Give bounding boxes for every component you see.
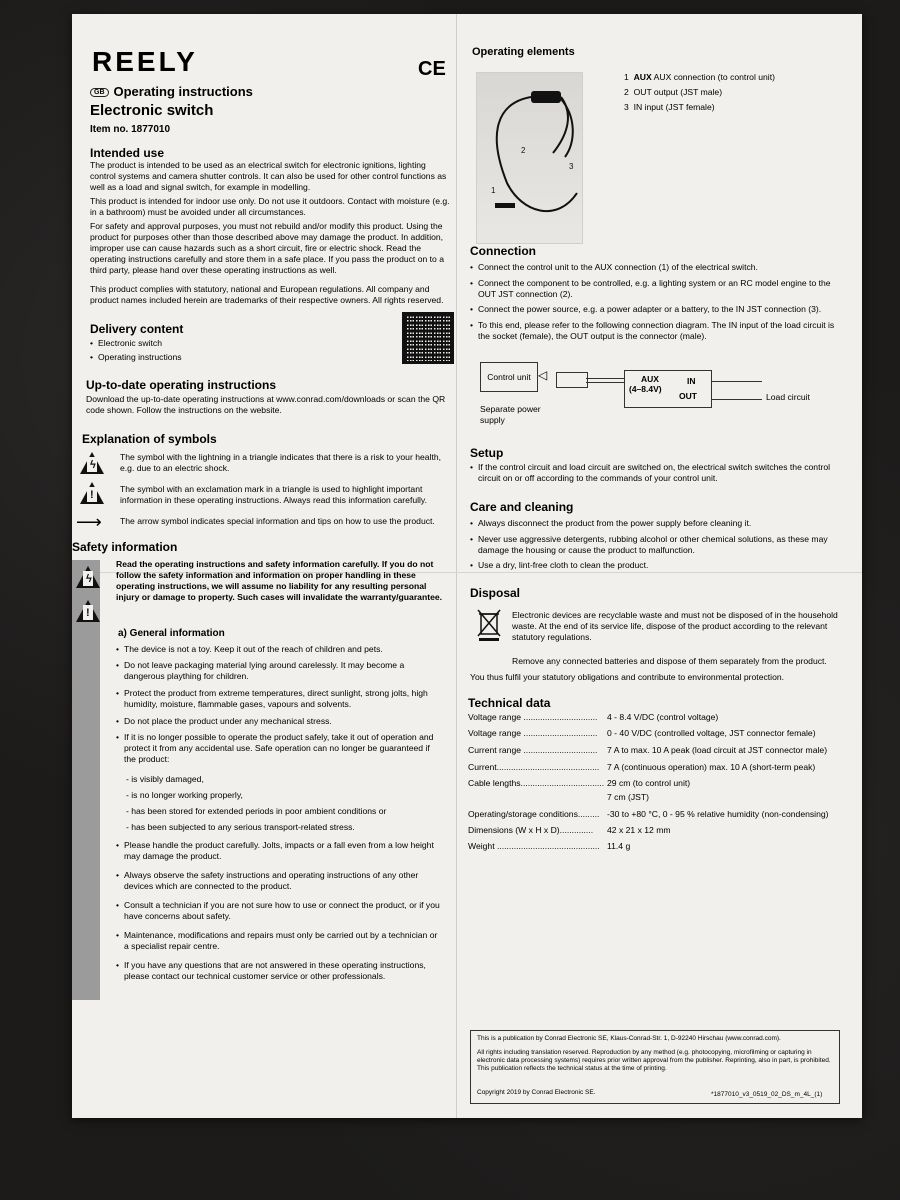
diagram-aux: AUX <box>641 374 659 384</box>
diagram-aux-range: (4–8.4V) <box>629 384 662 394</box>
symbol-lightning-text: The symbol with the lightning in a triangle indicates that there is a risk to your health, e.g. due to an electric shock. <box>120 452 442 473</box>
subtitle: GB Operating instructions <box>90 84 253 99</box>
safety-item: • Maintenance, modifications and repairs must only be carried out by a technician or a specialist repair centre. <box>124 930 444 952</box>
document-title: Electronic switch <box>90 102 214 119</box>
diagram-connector <box>556 372 588 388</box>
safety-item: • Do not leave packaging material lying around carelessly. It may become a dangerous plaything for children. <box>124 660 444 682</box>
tech-key: Voltage range ............................... <box>468 728 598 738</box>
safety-subitem: - is visibly damaged, <box>126 774 204 784</box>
footer-code: *1877010_v3_0519_02_DS_m_4L_(1) <box>711 1091 823 1098</box>
item-number: Item no. 1877010 <box>90 124 171 135</box>
tech-key: Current........................................... <box>468 762 600 772</box>
disposal-p2: Remove any connected batteries and dispose of them separately from the product. <box>512 656 827 666</box>
intended-use-p4: This product complies with statutory, national and European regulations. All company and product names included herein are trademarks of their respective owners. All rights reserved. <box>90 284 444 305</box>
safety-subitem: - has been stored for extended periods in poor ambient conditions or <box>126 806 387 816</box>
diagram-load-circuit: Load circuit <box>766 392 810 402</box>
footer-line-1: This is a publication by Conrad Electronic SE, Klaus-Conrad-Str. 1, D-92240 Hirschau (www.conrad.com). <box>477 1035 781 1042</box>
tech-value: 7 A to max. 10 A peak (load circuit at JST connector male) <box>607 745 828 755</box>
operating-label-2: 2 OUT output (JST male) <box>624 87 723 97</box>
tech-value: 7 cm (JST) <box>607 792 650 802</box>
arrow-icon: ⟶ <box>76 512 102 532</box>
tech-value: 42 x 21 x 12 mm <box>607 825 671 835</box>
safety-intro: Read the operating instructions and safety information carefully. If you do not follow the safety information and information on proper handling in these operating instructions, we will assume no liability for any resulting personal injury or damage to property. Such cases will invalidate the warranty/guarantee. <box>116 559 443 602</box>
safety-exclamation-icon: ! <box>76 600 100 622</box>
tech-key: Cable lengths................................... <box>468 778 605 788</box>
intended-use-heading: Intended use <box>90 146 165 160</box>
tech-key: Current range ............................... <box>468 745 598 755</box>
footer-copyright: Copyright 2019 by Conrad Electronic SE. <box>477 1089 596 1096</box>
intended-use-p1: The product is intended to be used as an electrical switch for electronic ignitions, lighting control systems and camera shutter controls. It can also be used for other control functions as well as a load and signal switch, for example in modelling. <box>90 160 447 192</box>
tech-key: Dimensions (W x H x D).............. <box>468 825 594 835</box>
language-badge: GB <box>90 88 109 97</box>
disposal-p1: Electronic devices are recyclable waste and must not be disposed of in the household waste. At the end of its service life, dispose of the product according to the relevant statutory regulations. <box>512 610 838 642</box>
instruction-sheet <box>72 14 862 1118</box>
tech-value: 7 A (continuous operation) max. 10 A (short-term peak) <box>607 762 816 772</box>
care-heading: Care and cleaning <box>470 500 574 514</box>
diagram-arrow-icon: ◁ <box>538 368 548 382</box>
product-photo <box>476 72 583 244</box>
diagram-wire <box>586 382 624 383</box>
safety-item: • Protect the product from extreme temperatures, direct sunlight, strong jolts, high humidity, moisture, flammable gases, vapours and solvents. <box>124 688 444 710</box>
disposal-heading: Disposal <box>470 586 521 600</box>
setup-text: • If the control circuit and load circuit are switched on, the electrical switch switches the control circuit on or off according to the commands of your control unit. <box>478 462 838 484</box>
disposal-p3: You thus fulfil your statutory obligations and contribute to environmental protection. <box>470 672 785 682</box>
diagram-out: OUT <box>679 391 697 401</box>
brand-logo: REELY <box>92 46 198 77</box>
tech-value: 4 - 8.4 V/DC (control voltage) <box>607 712 719 722</box>
connection-item: • Connect the control unit to the AUX connection (1) of the electrical switch. <box>478 262 838 273</box>
uptodate-text: Download the up-to-date operating instructions at www.conrad.com/downloads or scan the QR code shown. Follow the instructions on the website. <box>86 394 446 415</box>
symbols-heading: Explanation of symbols <box>82 432 217 446</box>
safety-subitem: - has been subjected to any serious transport-related stress. <box>126 822 355 832</box>
fold-line-vertical <box>456 14 457 1118</box>
setup-heading: Setup <box>470 446 504 460</box>
symbol-arrow-text: The arrow symbol indicates special information and tips on how to use the product. <box>120 516 435 526</box>
photo-label-2: 2 <box>521 146 526 155</box>
safety-item: • Always observe the safety instructions and operating instructions of any other devices which are connected to the product. <box>124 870 444 892</box>
safety-sidebar <box>72 560 100 1000</box>
diagram-load-wire-in <box>712 381 762 382</box>
operating-heading: Operating elements <box>472 46 575 58</box>
technical-heading: Technical data <box>468 696 551 710</box>
operating-label-1: 1 AUX AUX connection (to control unit) <box>624 72 775 82</box>
intended-use-p2: This product is intended for indoor use only. Do not use it outdoors. Contact with moisture (e.g. in a bathroom) must be avoided under all circumstances. <box>90 196 450 217</box>
intended-use-p3: For safety and approval purposes, you must not rebuild and/or modify this product. Using the product for purposes other than those described above may damage the product. In addition, improper use can cause hazards such as a short circuit, fire or electric shock. Read the operating instructions carefully and store them in a safe place. If you pass the product on to a third party, please hand over these operating instructions as well. <box>90 221 444 275</box>
safety-item: • If you have any questions that are not answered in these operating instructions, please contact our technical customer service or other professionals. <box>124 960 444 982</box>
photo-label-1: 1 <box>491 186 496 195</box>
safety-subitem: - is no longer working properly, <box>126 790 243 800</box>
tech-key: Voltage range ............................... <box>468 712 598 722</box>
uptodate-heading: Up-to-date operating instructions <box>86 378 276 392</box>
delivery-item: • Operating instructions <box>98 352 182 363</box>
care-item: • Always disconnect the product from the power supply before cleaning it. <box>478 518 838 529</box>
diagram-in: IN <box>687 376 696 386</box>
connection-heading: Connection <box>470 244 536 258</box>
connection-item: • To this end, please refer to the following connection diagram. The IN input of the load circuit is the socket (female), the OUT output is the connector (male). <box>478 320 838 342</box>
footer-line-2: All rights including translation reserved. Reproduction by any method (e.g. photocopying, microfilming or capturing in electronic data processing systems) requires prior written approval from the publisher. Reprinting, also in part, is prohibited. This publication reflects the technical status at the time of printing. <box>477 1049 831 1072</box>
safety-item: • Consult a technician if you are not sure how to use or connect the product, or if you have concerns about safety. <box>124 900 444 922</box>
ce-mark: CE <box>418 58 446 80</box>
diagram-separate-power: Separate power supply <box>480 404 541 425</box>
exclamation-warning-icon: ! <box>80 482 104 504</box>
tech-value: 11.4 g <box>607 841 631 851</box>
lightning-warning-icon: ϟ <box>80 452 104 474</box>
tech-value: -30 to +80 °C, 0 - 95 % relative humidity (non-condensing) <box>607 809 829 819</box>
tech-key: Weight ........................................... <box>468 841 600 851</box>
safety-lightning-icon: ϟ <box>76 566 100 588</box>
care-item: • Use a dry, lint-free cloth to clean the product. <box>478 560 838 571</box>
cable-illustration <box>477 73 582 243</box>
crossed-bin-icon <box>476 608 502 640</box>
safety-item: • Do not place the product under any mechanical stress. <box>124 716 444 727</box>
connection-item: • Connect the component to be controlled, e.g. a lighting system or an RC model engine to the OUT JST connection (2). <box>478 278 838 300</box>
symbol-exclamation-text: The symbol with an exclamation mark in a triangle is used to highlight important information in these operating instructions. Always read this information carefully. <box>120 484 427 505</box>
safety-item: • Please handle the product carefully. Jolts, impacts or a fall even from a low height may damage the product. <box>124 840 444 862</box>
tech-value: 0 - 40 V/DC (controlled voltage, JST connector female) <box>607 728 816 738</box>
care-item: • Never use aggressive detergents, rubbing alcohol or other chemical solutions, as these may damage the housing or cause the product to malfunction. <box>478 534 838 556</box>
tech-value: 29 cm (to control unit) <box>607 778 691 788</box>
photo-label-3: 3 <box>569 162 574 171</box>
operating-label-3: 3 IN input (JST female) <box>624 102 715 112</box>
diagram-load-wire-out <box>712 399 762 400</box>
diagram-switch <box>624 370 712 408</box>
publisher-footer <box>470 1030 840 1104</box>
safety-item: • The device is not a toy. Keep it out of the reach of children and pets. <box>124 644 444 655</box>
safety-subheading: a) General information <box>118 628 225 639</box>
tech-key: Operating/storage conditions......... <box>468 809 600 819</box>
safety-heading: Safety information <box>72 540 178 554</box>
delivery-heading: Delivery content <box>90 322 184 336</box>
diagram-wire <box>586 378 624 379</box>
delivery-item: • Electronic switch <box>98 338 162 349</box>
safety-item: • If it is no longer possible to operate the product safely, take it out of operation and protect it from any accidental use. Safe operation can no longer be guaranteed if the product: <box>124 732 444 765</box>
qr-code[interactable] <box>402 312 454 364</box>
diagram-control-unit: Control unit <box>480 362 538 392</box>
connection-item: • Connect the power source, e.g. a power adapter or a battery, to the IN JST connection (3). <box>478 304 838 315</box>
